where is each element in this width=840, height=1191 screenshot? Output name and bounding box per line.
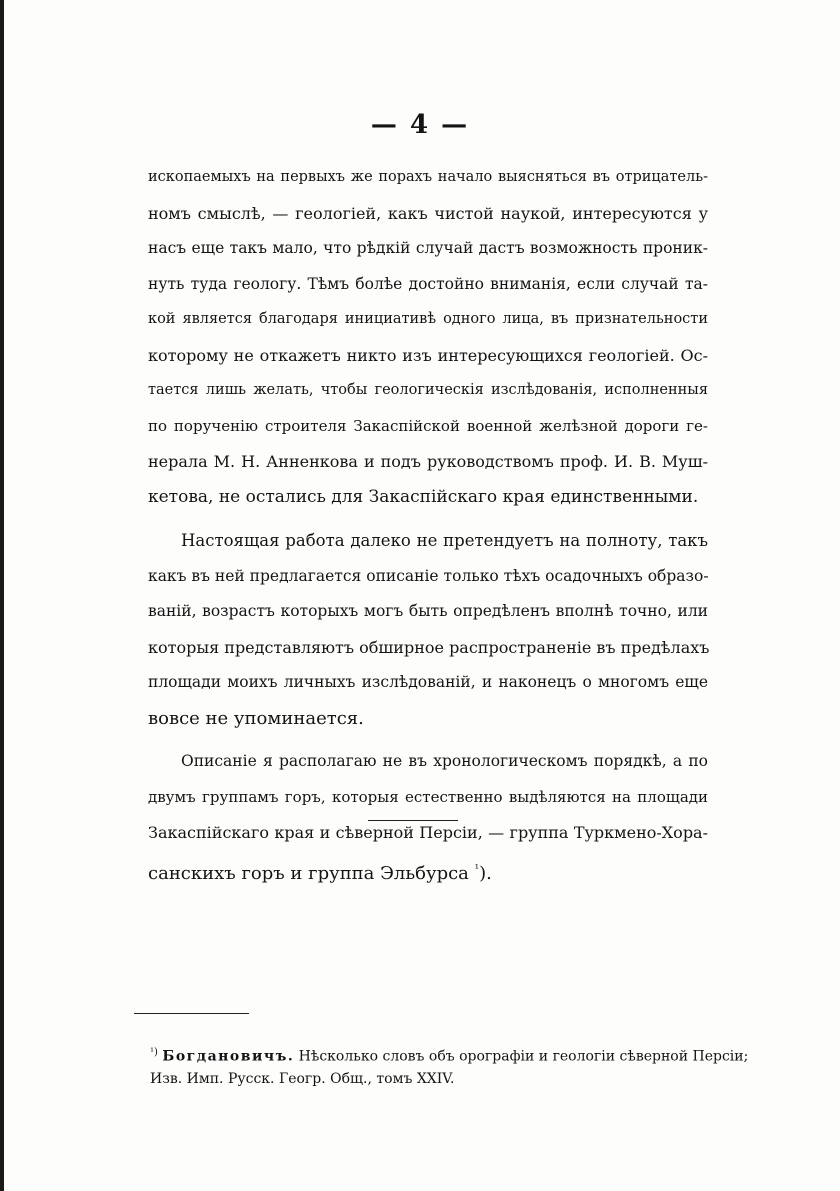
text-line: тается лишь желать, чтобы геологическія изслѣдованія, исполненныя: [148, 382, 708, 398]
footnote-divider: [134, 1013, 249, 1014]
text-line: кой является благодаря инициативѣ одного лица, въ признательности: [148, 311, 708, 327]
text-line: ископаемыхъ на первыхъ же порахъ начало выясняться въ отрицатель-: [148, 169, 708, 185]
text-line: какъ въ ней предлагается описаніе только тѣхъ осадочныхъ образо-: [148, 566, 709, 585]
text-line: насъ еще такъ мало, что рѣдкій случай дастъ возможность проник-: [148, 239, 708, 257]
page-number: — 4 —: [370, 110, 470, 140]
text-line: нуть туда геологу. Тѣмъ болѣе достойно вниманія, если случай та-: [148, 274, 708, 293]
footnote-title: Нѣсколько словъ объ орографіи и геологіи сѣверной Персіи;: [298, 1048, 749, 1065]
footnote-reference[interactable]: ¹: [474, 861, 480, 875]
text-line: которыя представляютъ обширное распространеніе въ предѣлахъ: [148, 637, 710, 657]
text-line: номъ смыслѣ, — геологіей, какъ чистой наукой, интересуются у: [148, 203, 708, 223]
text-line: двумъ группамъ горъ, которыя естественно выдѣляются на площади: [148, 787, 708, 806]
closing-punctuation: ).: [479, 862, 492, 884]
paragraph-3: [148, 744, 708, 886]
text-line: площади моихъ личныхъ изслѣдованій, и наконецъ о многомъ еще: [148, 673, 708, 691]
section-divider: [368, 820, 458, 821]
text-line: Настоящая работа далеко не претендуетъ на полноту, такъ: [181, 531, 708, 550]
text-line: Описаніе я располагаю не въ хронологическомъ порядкѣ, а по: [181, 752, 708, 770]
text-line: кетова, не остались для Закаспійскаго края единственными.: [148, 486, 699, 507]
footnote-line-2: Изв. Имп. Русск. Геогр. Общ., томъ XXIV.: [150, 1071, 455, 1087]
text-line: нерала М. Н. Анненкова и подъ руководствомъ проф. И. В. Муш-: [148, 452, 708, 471]
paragraph-1: [148, 160, 708, 515]
paragraph-2: [148, 523, 708, 736]
body-text: [148, 160, 708, 886]
text-line: по порученію строителя Закаспійской военной желѣзной дороги ге-: [148, 416, 708, 435]
text-line: которому не откажетъ никто изъ интересующихся геологіей. Ос-: [148, 345, 708, 365]
text-line: [148, 851, 708, 887]
scan-border: [0, 0, 4, 1191]
footnote-line-1: [150, 1040, 749, 1066]
text-line: Закаспійскаго края и сѣверной Персіи, — группа Туркмено-Хора-: [148, 823, 708, 842]
footnote-marker: ¹): [150, 1047, 158, 1058]
footnote-author: Богдановичъ.: [162, 1048, 295, 1065]
footnotes: [150, 1040, 749, 1092]
text-line-content: санскихъ горъ и группа Эльбурса: [148, 862, 469, 884]
text-line: вовсе не упоминается.: [148, 707, 364, 729]
text-line: ваній, возрастъ которыхъ могъ быть опредѣленъ вполнѣ точно, или: [148, 602, 708, 620]
